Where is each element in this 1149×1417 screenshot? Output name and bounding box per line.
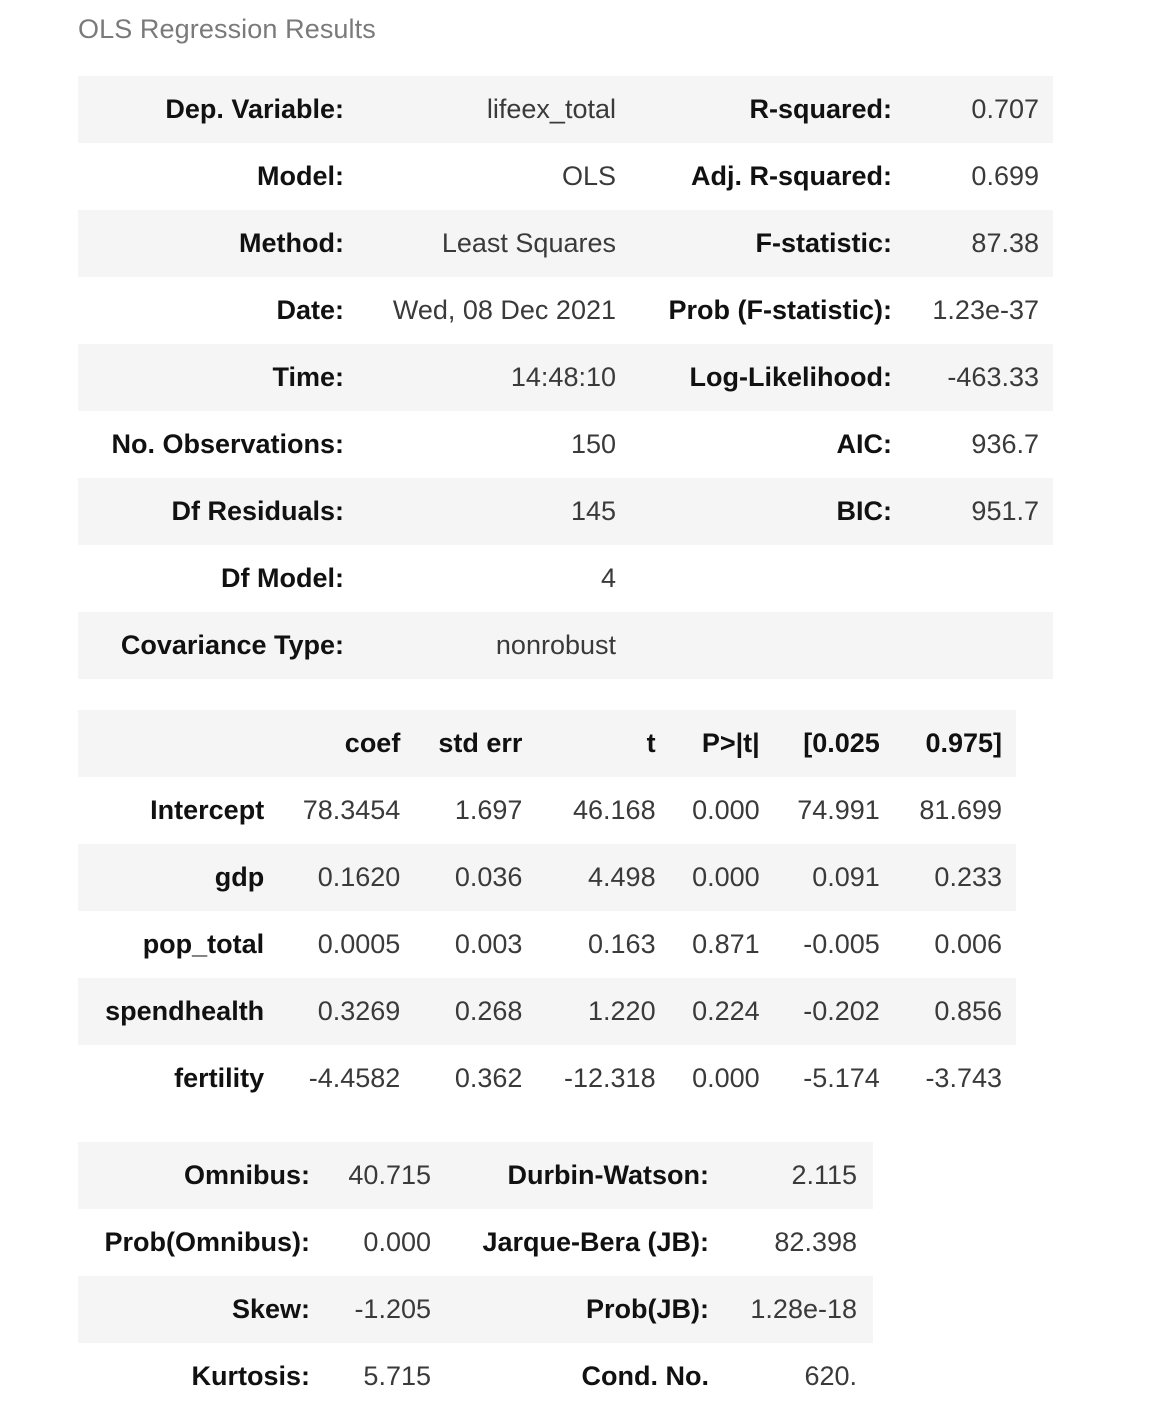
cell-value: -0.005 (803, 929, 880, 959)
summary-value: 951.7 (971, 496, 1039, 526)
summary-value: -463.33 (947, 362, 1039, 392)
diagnostic-label: Prob(Omnibus): (104, 1227, 310, 1257)
cell-value: 0.871 (692, 929, 760, 959)
summary-value: 1.23e-37 (932, 295, 1039, 325)
summary-label: R-squared: (749, 94, 892, 124)
diagnostic-label: Omnibus: (184, 1160, 310, 1190)
summary-label: No. Observations: (111, 429, 344, 459)
summary-label (628, 612, 902, 679)
cell-value: -12.318 (564, 1063, 656, 1093)
table-caption: OLS Regression Results (78, 14, 376, 44)
table-row (78, 1142, 873, 1209)
summary-label: AIC: (836, 429, 892, 459)
summary-label (628, 545, 902, 612)
summary-value (902, 545, 1053, 612)
diagnostic-value: 620. (804, 1361, 857, 1391)
table-row (78, 545, 1053, 612)
cell-value: 0.003 (454, 929, 523, 959)
cell-value: 78.3454 (302, 795, 401, 825)
cell-value: -3.743 (925, 1063, 1002, 1093)
cell-value: 0.163 (588, 929, 656, 959)
summary-value: Least Squares (441, 228, 616, 258)
variable-name: Intercept (150, 795, 265, 825)
diagnostic-value: -1.205 (354, 1294, 431, 1324)
summary-label: F-statistic: (755, 228, 892, 258)
diagnostic-label: Skew: (231, 1294, 310, 1324)
cell-value: 46.168 (573, 795, 656, 825)
diagnostic-value: 0.000 (363, 1227, 431, 1257)
diagnostic-label: Durbin-Watson: (507, 1160, 709, 1190)
diagnostics-table (78, 1142, 873, 1410)
table-row (78, 911, 1016, 978)
summary-value: 0.699 (971, 161, 1039, 191)
summary-value: 4 (600, 563, 616, 593)
diagnostic-value: 1.28e-18 (750, 1294, 857, 1324)
summary-label: Log-Likelihood: (689, 362, 892, 392)
summary-value: 936.7 (971, 429, 1039, 459)
table-row (78, 210, 1053, 277)
cell-value: 0.0005 (317, 929, 401, 959)
summary-label: Method: (239, 228, 344, 258)
cell-value: 4.498 (588, 862, 656, 892)
variable-name: spendhealth (105, 996, 265, 1026)
coefficients-table (78, 710, 1016, 1112)
table-row (78, 1209, 873, 1276)
variable-name: fertility (174, 1063, 265, 1093)
table-row (78, 978, 1016, 1045)
summary-label: Df Model: (221, 563, 344, 593)
table-row (78, 612, 1053, 679)
column-header: std err (438, 728, 523, 758)
summary-label: Date: (276, 295, 344, 325)
summary-label: Dep. Variable: (165, 94, 344, 124)
summary-value: nonrobust (495, 630, 616, 660)
summary-label: Covariance Type: (120, 630, 344, 660)
cell-value: 0.856 (934, 996, 1002, 1026)
cell-value: 0.000 (692, 1063, 760, 1093)
diagnostic-value: 5.715 (363, 1361, 431, 1391)
cell-value: 0.036 (454, 862, 523, 892)
variable-name: gdp (214, 862, 265, 892)
summary-value: Wed, 08 Dec 2021 (392, 295, 616, 325)
table-row (78, 76, 1053, 143)
diagnostic-value: 82.398 (774, 1227, 857, 1257)
summary-label: Prob (F-statistic): (668, 295, 892, 325)
cell-value: 0.224 (692, 996, 760, 1026)
cell-value: 1.697 (454, 795, 523, 825)
cell-value: -4.4582 (308, 1063, 401, 1093)
cell-value: 0.006 (934, 929, 1002, 959)
table-row (78, 344, 1053, 411)
summary-label: Model: (257, 161, 344, 191)
cell-value: 0.000 (692, 862, 760, 892)
column-header: t (646, 728, 656, 758)
cell-value: 0.362 (454, 1063, 523, 1093)
cell-value: -0.202 (803, 996, 880, 1026)
summary-label: Adj. R-squared: (690, 161, 892, 191)
cell-value: 0.3269 (317, 996, 401, 1026)
table-row (78, 411, 1053, 478)
variable-name: pop_total (142, 929, 265, 959)
cell-value: 0.233 (934, 862, 1002, 892)
table-row (78, 478, 1053, 545)
cell-value: 0.268 (454, 996, 523, 1026)
model-summary-table (78, 76, 1053, 679)
diagnostic-label: Kurtosis: (191, 1361, 310, 1391)
table-row (78, 844, 1016, 911)
cell-value: 81.699 (919, 795, 1002, 825)
summary-value: 150 (570, 429, 616, 459)
diagnostic-label: Prob(JB): (586, 1294, 709, 1324)
cell-value: 1.220 (588, 996, 656, 1026)
diagnostic-value: 40.715 (348, 1160, 431, 1190)
table-row (78, 1045, 1016, 1112)
header-row (78, 710, 1016, 777)
diagnostic-label: Jarque-Bera (JB): (482, 1227, 709, 1257)
column-header: 0.975] (925, 728, 1002, 758)
summary-label: BIC: (836, 496, 892, 526)
column-header: [0.025 (803, 728, 880, 758)
summary-value: 145 (570, 496, 616, 526)
column-header (78, 710, 264, 777)
summary-value: 87.38 (971, 228, 1039, 258)
summary-value: lifeex_total (486, 94, 616, 124)
table-row (78, 777, 1016, 844)
summary-value: 0.707 (971, 94, 1039, 124)
cell-value: -5.174 (803, 1063, 880, 1093)
diagnostic-label: Cond. No. (581, 1361, 709, 1391)
summary-label: Df Residuals: (171, 496, 344, 526)
summary-value (902, 612, 1053, 679)
cell-value: 0.091 (812, 862, 880, 892)
summary-value: 14:48:10 (510, 362, 616, 392)
table-row (78, 143, 1053, 210)
cell-value: 0.000 (692, 795, 760, 825)
summary-label: Time: (272, 362, 344, 392)
summary-value: OLS (561, 161, 616, 191)
column-header: coef (344, 728, 401, 758)
table-row (78, 277, 1053, 344)
cell-value: 74.991 (797, 795, 880, 825)
table-row (78, 1276, 873, 1343)
table-row (78, 1343, 873, 1410)
cell-value: 0.1620 (317, 862, 401, 892)
diagnostic-value: 2.115 (791, 1160, 857, 1190)
column-header: P>|t| (701, 728, 760, 758)
